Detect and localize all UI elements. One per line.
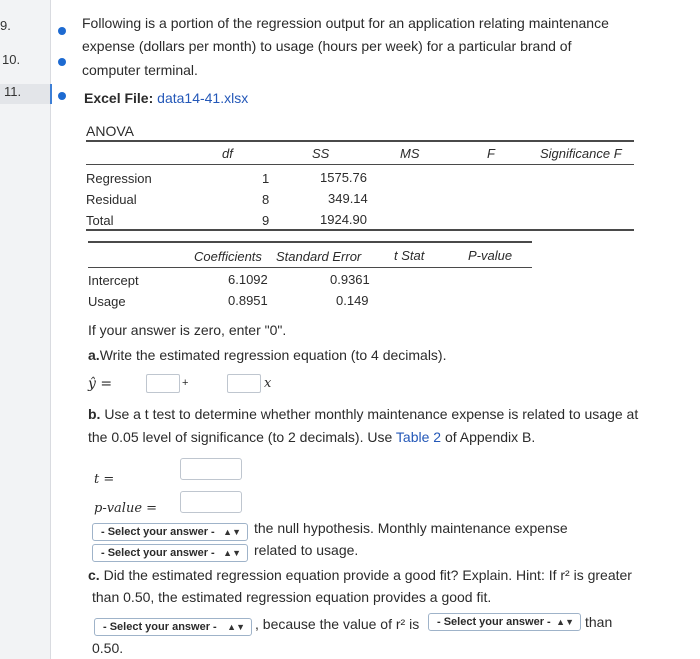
anova-row-label: Residual [86, 192, 137, 207]
hypothesis-select[interactable] [92, 523, 248, 541]
r-squared-select-value: - Select your answer - [437, 616, 551, 628]
slope-input[interactable] [227, 374, 261, 393]
part-b-text-1: Use a t test to determine whether monthly maintenance expense is related to usage at [104, 406, 639, 422]
question-nav-item-10[interactable]: 10. [2, 52, 21, 67]
status-dot [58, 58, 66, 66]
coef-row-coefficient: 6.1092 [228, 272, 268, 287]
question-text-line: Following is a portion of the regression output for an application relating maintenance [82, 15, 609, 31]
anova-row-df: 8 [262, 192, 270, 207]
x-variable: x [264, 376, 272, 391]
coef-header-rule [88, 267, 532, 268]
part-a-prompt [88, 344, 446, 366]
coef-row-label: Usage [88, 294, 126, 309]
question-text-line: expense (dollars per month) to usage (hours per week) for a particular brand of [82, 38, 572, 54]
part-b-text-2a: the 0.05 level of significance (to 2 decimals). Use [88, 429, 396, 445]
coef-row-label: Intercept [88, 273, 139, 288]
plus-sign: + [182, 377, 189, 389]
table-2-link[interactable]: Table 2 [395, 429, 442, 445]
question-nav-item-9[interactable]: 9. [0, 18, 11, 33]
good-fit-select-value: - Select your answer - [103, 621, 217, 633]
anova-header-significance-f: Significance F [540, 146, 622, 161]
part-c-line-2: than 0.50, the estimated regression equation provides a good fit. [92, 589, 492, 605]
select-arrows-icon: ▲▼ [227, 622, 245, 632]
hypothesis-select-value: - Select your answer - [101, 526, 215, 538]
anova-row-ss: 349.14 [328, 191, 368, 206]
part-c-mid-text: , because the value of r² is [255, 616, 420, 632]
t-stat-input[interactable] [180, 458, 242, 480]
relation-select[interactable] [92, 544, 248, 562]
intercept-input[interactable] [146, 374, 180, 393]
anova-top-rule [86, 140, 634, 142]
anova-row-df: 9 [262, 213, 270, 228]
part-c-line-1 [88, 564, 632, 586]
coef-header-coefficients: Coefficients [194, 249, 262, 264]
part-c-end-text: than [585, 614, 613, 630]
relation-followup: related to usage. [254, 542, 359, 558]
anova-header-ms: MS [400, 146, 420, 161]
anova-header-ss: SS [312, 146, 330, 161]
status-dot [58, 27, 66, 35]
part-c-threshold: 0.50. [92, 640, 124, 656]
part-b-label: b. [88, 406, 101, 422]
part-b-line-2 [88, 426, 535, 448]
excel-file-line [84, 87, 248, 109]
anova-header-f: F [487, 146, 495, 161]
excel-file-link[interactable]: data14-41.xlsx [157, 90, 249, 106]
select-arrows-icon: ▲▼ [556, 617, 574, 627]
hypothesis-followup: the null hypothesis. Monthly maintenance expense [254, 520, 568, 536]
part-a-label: a. [88, 347, 100, 363]
question-nav-item-11[interactable]: 11. [0, 84, 52, 104]
t-label: t = [94, 472, 115, 487]
coef-header-p-value: P-value [468, 248, 513, 263]
anova-row-label: Total [86, 213, 114, 228]
r-squared-select[interactable] [428, 613, 581, 631]
coef-header-t-stat: t Stat [394, 248, 425, 263]
part-b-line-1 [88, 403, 638, 425]
coef-row-standard-error: 0.9361 [330, 272, 370, 287]
good-fit-select[interactable] [94, 618, 252, 636]
p-value-input[interactable] [180, 491, 242, 513]
p-value-label: p-value = [94, 501, 158, 516]
anova-row-ss: 1924.90 [320, 212, 367, 227]
part-c-text-1: Did the estimated regression equation provide a good fit? Explain. Hint: If r² is greater [103, 567, 632, 583]
zero-answer-note: If your answer is zero, enter "0". [88, 322, 287, 338]
anova-row-ss: 1575.76 [320, 170, 367, 185]
part-a-text: Write the estimated regression equation (to 4 decimals). [99, 347, 447, 363]
coef-row-coefficient: 0.8951 [228, 293, 268, 308]
anova-row-label: Regression [86, 171, 152, 186]
question-text-line: computer terminal. [82, 62, 198, 78]
coef-header-standard-error: Standard Error [276, 249, 362, 264]
excel-file-label: Excel File: [84, 90, 154, 106]
anova-row-df: 1 [262, 171, 270, 186]
part-b-text-2b: of Appendix B. [441, 429, 536, 445]
coef-row-standard-error: 0.149 [336, 293, 369, 308]
anova-bottom-rule [86, 229, 634, 231]
select-arrows-icon: ▲▼ [223, 527, 241, 537]
status-dot [58, 92, 66, 100]
anova-header-rule [86, 164, 634, 165]
yhat-label: ŷ = [88, 376, 113, 392]
select-arrows-icon: ▲▼ [223, 548, 241, 558]
anova-header-df: df [222, 146, 233, 161]
anova-title: ANOVA [86, 123, 134, 139]
part-c-label: c. [88, 567, 100, 583]
coef-top-rule [88, 241, 532, 243]
relation-select-value: - Select your answer - [101, 547, 215, 559]
